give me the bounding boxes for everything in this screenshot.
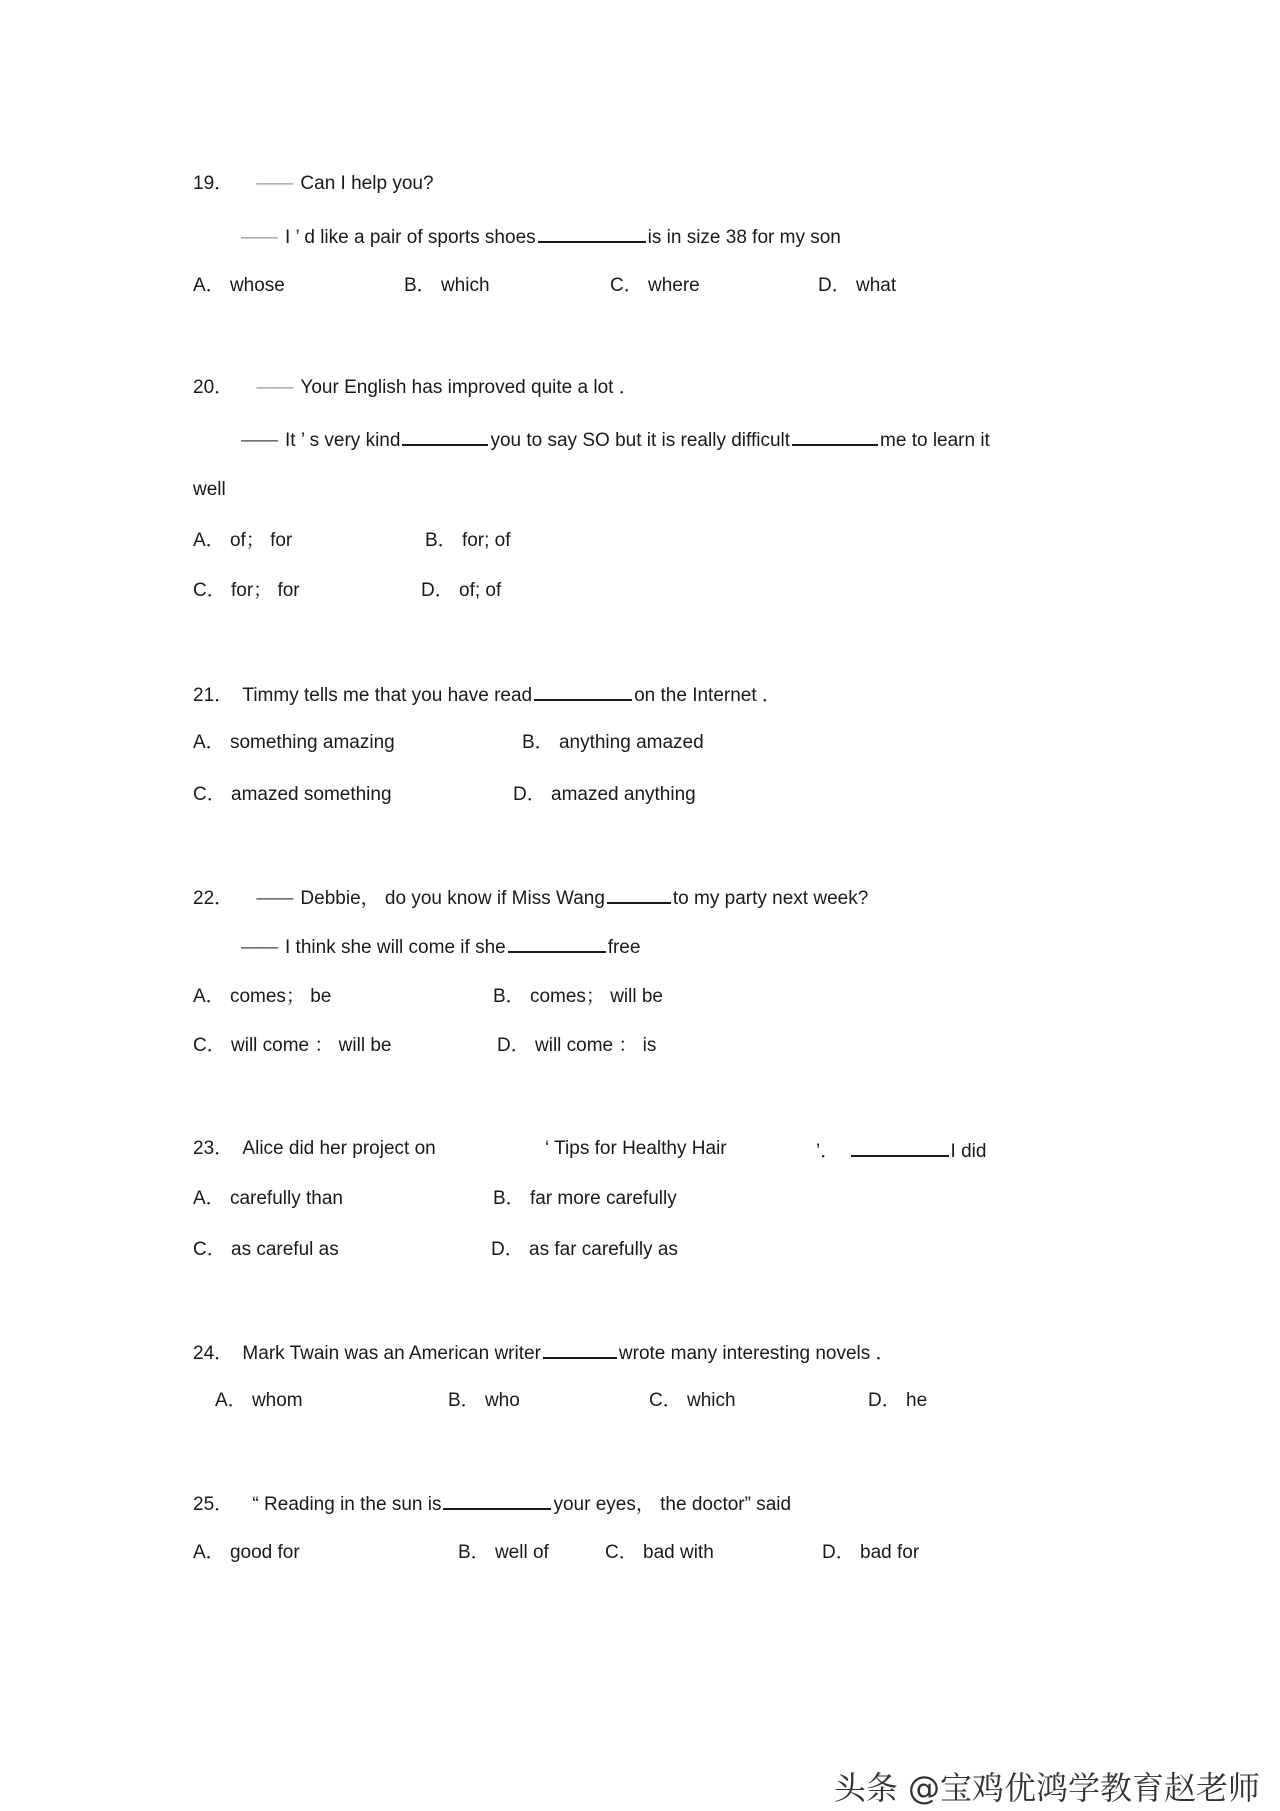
dash: ——: [256, 888, 293, 909]
q23-text-a: Alice did her project on: [242, 1138, 436, 1159]
q20-option-b: B． for; of: [425, 530, 511, 551]
q25-text-a: “ Reading in the sun is: [252, 1494, 442, 1515]
q23-text-d: I did: [950, 1141, 987, 1162]
q19-reply-a: I ’ d like a pair of sports shoes: [285, 227, 536, 248]
q25-option-c: C． bad with: [605, 1542, 714, 1563]
q23-option-d: D． as far carefully as: [491, 1239, 678, 1260]
dash: ——: [241, 227, 277, 248]
q25-option-d: D． bad for: [822, 1542, 920, 1563]
q20-option-c: C． for； for: [193, 580, 300, 601]
q22-option-a: A． comes； be: [193, 986, 332, 1007]
q22-reply-line: [241, 933, 640, 960]
dash: ——: [241, 937, 277, 958]
q20-reply-b: you to say SO but it is really difficult: [490, 430, 791, 451]
q22-line: [193, 884, 868, 911]
q19-prompt: Can I help you?: [300, 173, 434, 194]
answer-blank: [534, 681, 632, 701]
q23-title: ‘ Tips for Healthy Hair: [545, 1138, 727, 1159]
q24-option-c: C． which: [649, 1390, 736, 1411]
q24-option-d: D． he: [868, 1390, 928, 1411]
q25-number: 25．: [193, 1494, 234, 1515]
dash: ——: [256, 173, 293, 194]
q20-reply-line: [241, 426, 990, 453]
dash: ——: [256, 377, 293, 398]
q23-text-c: ’．: [816, 1141, 840, 1162]
q20-option-d: D． of; of: [421, 580, 502, 601]
dash: ——: [241, 430, 277, 451]
q22-reply-a: I think she will come if she: [285, 937, 506, 958]
answer-blank: [607, 884, 671, 904]
q24-line: [193, 1339, 895, 1366]
q24-text-b: wrote many interesting novels ．: [618, 1343, 895, 1364]
q23-title-close: [816, 1137, 986, 1164]
q20-line: [193, 376, 638, 400]
q21-text-a: Timmy tells me that you have read: [242, 685, 533, 706]
q19-option-c: C． where: [610, 275, 700, 296]
q23-option-c: C． as careful as: [193, 1239, 339, 1260]
answer-blank: [851, 1137, 949, 1157]
q23-line: [193, 1137, 436, 1161]
watermark-text: 头条 @宝鸡优鸿学教育赵老师: [833, 1769, 1260, 1807]
q23-number: 23．: [193, 1138, 234, 1159]
q19-reply-b: is in size 38 for my son: [647, 227, 841, 248]
answer-blank: [543, 1339, 617, 1359]
q19-number: 19．: [193, 173, 234, 194]
q25-option-a: A． good for: [193, 1542, 300, 1563]
q22-option-c: C． will come ： will be: [193, 1035, 392, 1056]
q22-prompt-b: to my party next week?: [672, 888, 869, 909]
q21-text-b: on the Internet ．: [634, 685, 781, 706]
answer-blank: [508, 933, 606, 953]
q19-reply-line: [241, 223, 841, 250]
q21-option-b: B． anything amazed: [522, 732, 704, 753]
q24-text-a: Mark Twain was an American writer: [242, 1343, 541, 1364]
q19-line: [193, 172, 434, 196]
q24-option-b: B． who: [448, 1390, 520, 1411]
q25-option-b: B． well of: [458, 1542, 549, 1563]
q24-number: 24．: [193, 1343, 234, 1364]
q21-line: [193, 681, 781, 708]
q22-reply-b: free: [607, 937, 641, 958]
answer-blank: [792, 426, 878, 446]
q23-option-b: B． far more carefully: [493, 1188, 677, 1209]
q19-option-d: D． what: [818, 275, 897, 296]
q25-text-b: your eyes， the doctor” said: [553, 1494, 792, 1515]
q19-option-b: B． which: [404, 275, 490, 296]
q20-reply-c: me to learn it: [880, 430, 990, 451]
q20-option-a: A． of； for: [193, 530, 293, 551]
q22-option-d: D． will come ： is: [497, 1035, 657, 1056]
q21-option-c: C． amazed something: [193, 784, 392, 805]
q23-option-a: A． carefully than: [193, 1188, 343, 1209]
q21-option-a: A． something amazing: [193, 732, 395, 753]
q19-option-a: A． whose: [193, 275, 285, 296]
q20-prompt: Your English has improved quite a lot ．: [300, 377, 638, 398]
q20-number: 20．: [193, 377, 234, 398]
q21-option-d: D． amazed anything: [513, 784, 696, 805]
q20-reply-a: It ’ s very kind: [285, 430, 401, 451]
answer-blank: [443, 1490, 551, 1510]
q21-number: 21．: [193, 685, 234, 706]
q22-number: 22．: [193, 888, 234, 909]
answer-blank: [402, 426, 488, 446]
q22-option-b: B． comes； will be: [493, 986, 663, 1007]
q25-line: [193, 1490, 791, 1517]
q22-prompt-a: Debbie， do you know if Miss Wang: [300, 888, 605, 909]
answer-blank: [538, 223, 646, 243]
q24-option-a: A． whom: [215, 1390, 303, 1411]
q20-continuation: well: [193, 479, 226, 500]
